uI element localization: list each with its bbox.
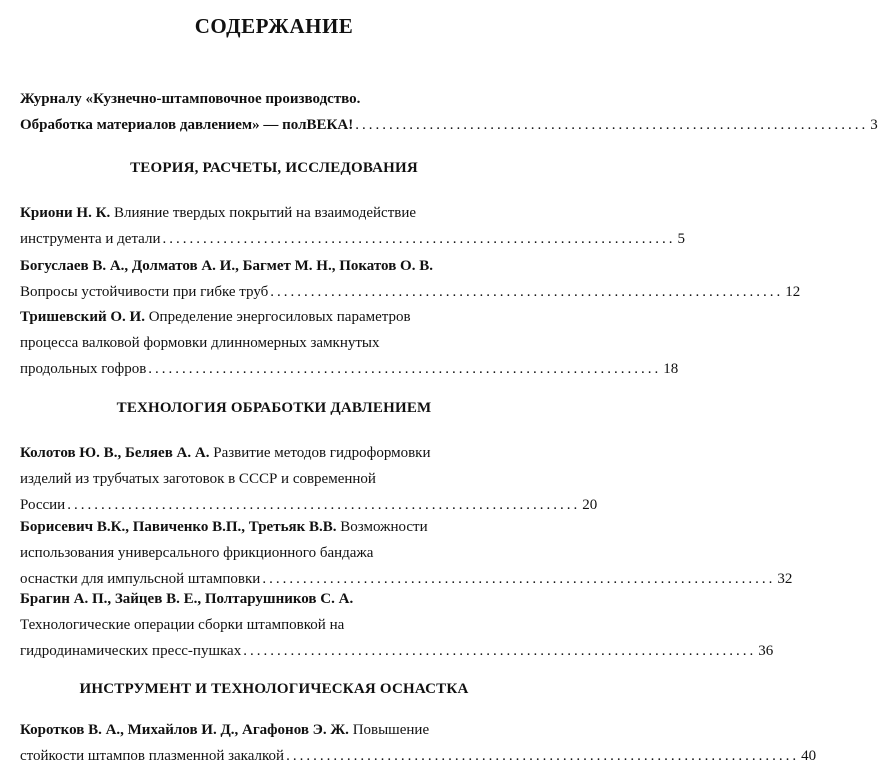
entry-first-line: [20, 514, 520, 540]
entry-authors: Борисевич В.К., Павиченко В.П., Третьяк В.В.: [20, 519, 337, 535]
page-number: 36: [758, 643, 774, 659]
entry-authors: Брагин А. П., Зайцев В. Е., Полтарушников С. А.: [20, 591, 354, 607]
dot-leader: ............................................................................: [67, 497, 581, 513]
toc-entry[interactable]: [20, 200, 685, 252]
page-number: 18: [663, 361, 679, 377]
entry-first-line: [20, 440, 520, 466]
page-title: СОДЕРЖАНИЕ: [194, 14, 354, 38]
entry-authors: Колотов Ю. В., Беляев А. А.: [20, 445, 210, 461]
entry-title: процесса валковой формовки длинномерных замкнутых: [20, 335, 380, 351]
entry-title: Вопросы устойчивости при гибке труб: [20, 284, 269, 300]
page-number: 40: [801, 748, 817, 764]
entry-title-line: Обработка материалов давлением» — полВЕКА!: [20, 117, 354, 133]
entry-title: Влияние твердых покрытий на взаимодействие: [110, 205, 417, 221]
entry-authors: Тришевский О. И.: [20, 309, 145, 325]
page-number: 20: [582, 497, 598, 513]
entry-last-line: [20, 112, 878, 138]
entry-authors: Криони Н. К.: [20, 205, 111, 221]
toc-entry[interactable]: [20, 304, 679, 382]
page-number: 12: [785, 284, 801, 300]
dot-leader: ............................................................................: [148, 361, 662, 377]
entry-title: России: [20, 497, 66, 513]
entry-title: инструмента и детали: [20, 231, 161, 247]
entry-last-line: [20, 743, 817, 769]
dot-leader: ............................................................................: [270, 284, 784, 300]
entry-last-line: [20, 226, 685, 252]
entry-title: Технологические операции сборки штамповкой на: [20, 617, 345, 633]
entry-last-line: [20, 279, 801, 305]
entry-title: Возможности: [336, 519, 428, 535]
toc-entry[interactable]: [20, 586, 774, 664]
section-heading-theory: ТЕОРИЯ, РАСЧЕТЫ, ИССЛЕДОВАНИЯ: [130, 160, 418, 176]
entry-title-line: Журналу «Кузнечно-штамповочное производство.: [20, 91, 361, 107]
entry-title: продольных гофров: [20, 361, 147, 377]
entry-first-line: [20, 717, 520, 743]
entry-title: Развитие методов гидроформовки: [209, 445, 431, 461]
toc-entry-anniversary[interactable]: [20, 86, 878, 138]
toc-entry[interactable]: [20, 440, 598, 518]
toc-entry[interactable]: [20, 253, 801, 305]
entry-title: изделий из трубчатых заготовок в СССР и современной: [20, 471, 376, 487]
dot-leader: ............................................................................: [286, 748, 800, 764]
section-heading-tooling: ИНСТРУМЕНТ И ТЕХНОЛОГИЧЕСКАЯ ОСНАСТКА: [79, 681, 469, 697]
entry-first-line: [20, 200, 520, 226]
entry-title: стойкости штампов плазменной закалкой: [20, 748, 285, 764]
dot-leader: ............................................................................: [243, 643, 757, 659]
toc-entry[interactable]: [20, 717, 817, 769]
entry-last-line: [20, 638, 774, 664]
entry-first-line: [20, 304, 520, 330]
page-number: 5: [677, 231, 685, 247]
entry-title: гидродинамических пресс-пушках: [20, 643, 242, 659]
entry-last-line: [20, 356, 679, 382]
entry-title: оснастки для импульсной штамповки: [20, 571, 261, 587]
dot-leader: ............................................................................: [262, 571, 776, 587]
entry-title: использования универсального фрикционного бандажа: [20, 545, 374, 561]
entry-authors: Коротков В. А., Михайлов И. Д., Агафонов Э. Ж.: [20, 722, 349, 738]
entry-title: Повышение: [348, 722, 430, 738]
dot-leader: ............................................................................: [162, 231, 676, 247]
toc-entry[interactable]: [20, 514, 793, 592]
entry-title: Определение энергосиловых параметров: [144, 309, 411, 325]
dot-leader: ............................................................................: [355, 117, 869, 133]
entry-authors: Богуслаев В. А., Долматов А. И., Багмет М. Н., Покатов О. В.: [20, 258, 433, 274]
page-number: 32: [777, 571, 793, 587]
page-number: 3: [870, 117, 878, 133]
section-heading-technology: ТЕХНОЛОГИЯ ОБРАБОТКИ ДАВЛЕНИЕМ: [116, 400, 432, 416]
